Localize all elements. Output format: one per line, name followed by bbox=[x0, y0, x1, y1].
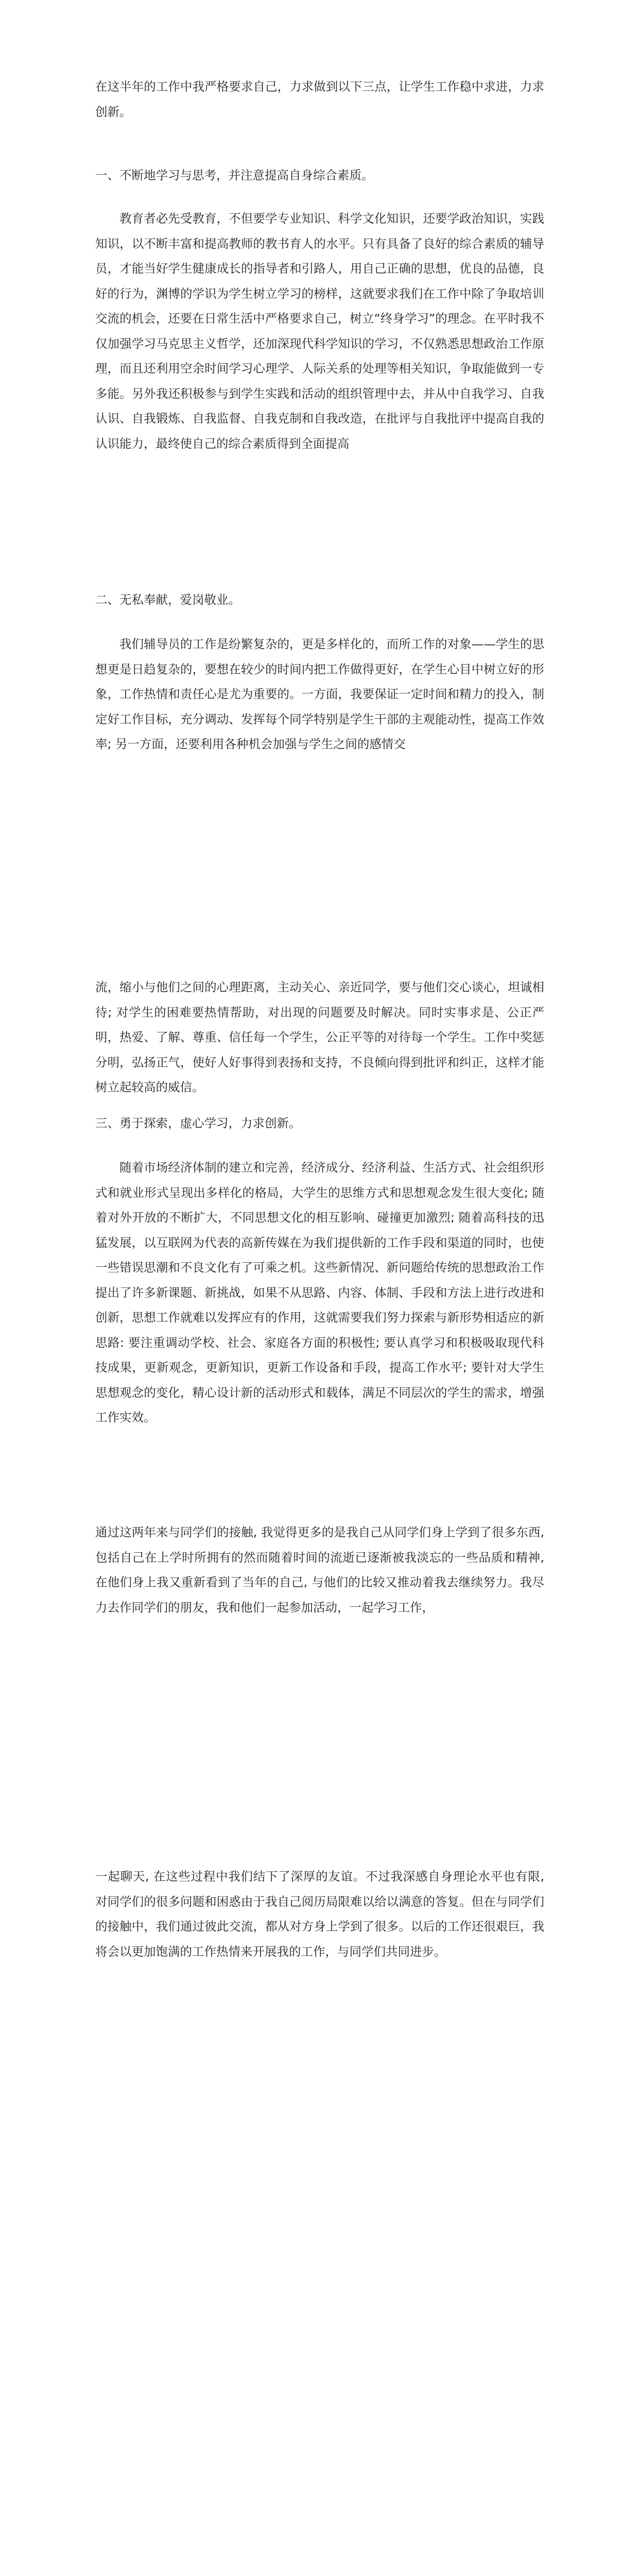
section-paragraph-2-part-1: 我们辅导员的工作是纷繁复杂的，更是多样化的，而所工作的对象——学生的思想更是日趋复杂的，要想在较少的时间内把工作做得更好，在学生心目中树立好的形象，工作热情和责任心是尤为重要的。一方面，我要保证一定时间和精力的投入，制定好工作目标，充分调动、发挥每个同学特别是学生干部的主观能动性，提高工作效率; 另一方面，还要利用各种机会加强与学生之间的感情交 bbox=[95, 637, 544, 751]
closing-paragraph-part-1: 通过这两年来与同学们的接触, 我觉得更多的是我自己从同学们身上学到了很多东西, 包括自己在上学时所拥有的然而随着时间的流逝已逐渐被我淡忘的一些品质和精神, 在他们身上我又重新看到了当年的自己, 与他们的比较又推动着我去继续努力。我尽力去作同学们的朋友，我和他们一起参加活动，一起学习工作， bbox=[95, 1525, 544, 1615]
section-heading-3: 三、勇于探索，虚心学习，力求创新。 bbox=[95, 1116, 301, 1130]
section-heading-1: 一、不断地学习与思考，并注意提高自身综合素质。 bbox=[95, 168, 374, 182]
intro-paragraph: 在这半年的工作中我严格要求自己，力求做到以下三点，让学生工作稳中求进，力求创新。 bbox=[95, 79, 544, 119]
closing-paragraph-part-2: 一起聊天, 在这些过程中我们结下了深厚的友谊。不过我深感自身理论水平也有限, 对同学们的很多问题和困惑由于我自己阅历局限难以给以满意的答复。但在与同学们的接触中，我们通过彼此交流，都从对方身上学到了很多。以后的工作还很艰巨，我将会以更加饱满的工作热情来开展我的工作，与同学们共同进步。 bbox=[95, 1869, 544, 1959]
section-paragraph-2-part-2: 流，缩小与他们之间的心理距离，主动关心、亲近同学，要与他们交心谈心，坦诚相待; 对学生的困难要热情帮助，对出现的问题要及时解决。同时实事求是、公正严明，热爱、了解、尊重、信任每一个学生，公正平等的对待每一个学生。工作中奖惩分明，弘扬正气，使好人好事得到表扬和支持，不良倾向得到批评和纠正，这样才能树立起较高的威信。 bbox=[95, 980, 544, 1094]
section-heading-2: 二、无私奉献，爱岗敬业。 bbox=[95, 592, 240, 607]
section-paragraph-1: 教育者必先受教育，不但要学专业知识、科学文化知识，还要学政治知识，实践知识，以不断丰富和提高教师的教书育人的水平。只有具备了良好的综合素质的辅导员，才能当好学生健康成长的指导者和引路人，用自己正确的思想，优良的品德，良好的行为，渊博的学识为学生树立学习的榜样，这就要求我们在工作中除了争取培训交流的机会，还要在日常生活中严格要求自己，树立“终身学习”的理念。在平时我不仅加强学习马克思主义哲学，还加深现代科学知识的学习，不仅熟悉思想政治工作原理，而且还利用空余时间学习心理学、人际关系的处理等相关知识，争取能做到一专多能。另外我还积极参与到学生实践和活动的组织管理中去，并从中自我学习、自我认识、自我锻炼、自我监督、自我克制和自我改造，在批评与自我批评中提高自我的认识能力，最终使自己的综合素质得到全面提高 bbox=[95, 211, 544, 451]
section-paragraph-3: 随着市场经济体制的建立和完善，经济成分、经济利益、生活方式、社会组织形式和就业形式呈现出多样化的格局，大学生的思维方式和思想观念发生很大变化; 随着对外开放的不断扩大，不同思想文化的相互影响、碰撞更加激烈; 随着高科技的迅猛发展，以互联网为代表的高新传媒在为我们提供新的工作手段和渠道的同时，也使一些错误思潮和不良文化有了可乘之机。这些新情况、新问题给传统的思想政治工作提出了许多新课题、新挑战，如果不从思路、内容、体制、手段和方法上进行改进和创新，思想工作就难以发挥应有的作用，这就需要我们努力探索与新形势相适应的新思路: 要注重调动学校、社会、家庭各方面的积极性; 要认真学习和积极吸取现代科技成果，更新观念，更新知识，更新工作设备和手段，提高工作水平; 要针对大学生思想观念的变化，精心设计新的活动形式和载体，满足不同层次的学生的需求，增强工作实效。 bbox=[95, 1160, 544, 1425]
